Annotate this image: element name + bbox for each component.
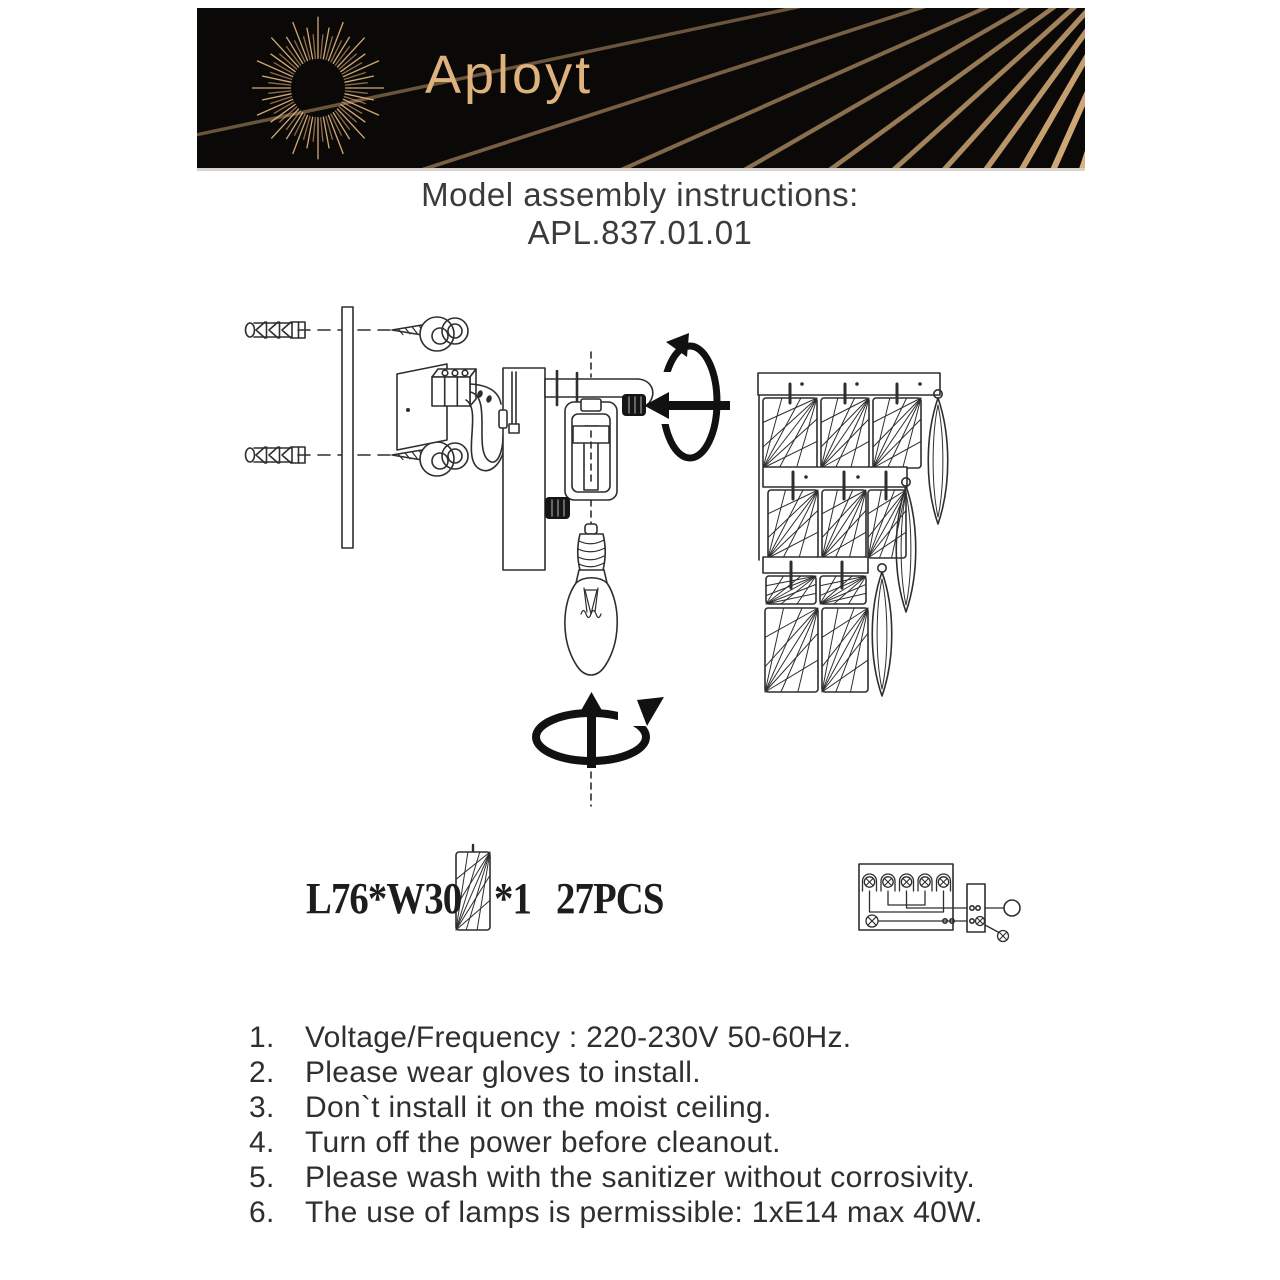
crystal-teardrop-icon bbox=[872, 564, 892, 696]
lamp-symbol-icon bbox=[1004, 900, 1020, 916]
instructions-list bbox=[249, 1020, 983, 1230]
page-title: Model assembly instructions: bbox=[421, 176, 859, 213]
rotate-arrow-icon bbox=[644, 333, 730, 458]
item-text: Turn off the power before cleanout. bbox=[305, 1126, 781, 1159]
item-text: Please wash with the sanitizer without corrosivity. bbox=[305, 1161, 976, 1194]
item-text: The use of lamps is permissible: 1xE14 max 40W. bbox=[305, 1196, 983, 1229]
instruction-item bbox=[249, 1055, 983, 1090]
title-block bbox=[0, 176, 1280, 252]
crystal-shade bbox=[758, 373, 948, 696]
crystal-teardrop-icon bbox=[928, 390, 948, 524]
instruction-item bbox=[249, 1125, 983, 1160]
item-text: Voltage/Frequency : 220-230V 50-60Hz. bbox=[305, 1021, 852, 1054]
instruction-item bbox=[249, 1090, 983, 1125]
item-number: 1. bbox=[249, 1021, 275, 1054]
assembly-diagram bbox=[0, 280, 1280, 960]
rotate-arrow-icon bbox=[536, 692, 664, 768]
terminal-wiring-diagram bbox=[859, 864, 1020, 942]
bracket-knob-icon bbox=[545, 497, 570, 519]
wall-anchor-icon bbox=[246, 322, 306, 463]
decorative-rays-icon bbox=[197, 8, 1085, 168]
item-number: 2. bbox=[249, 1056, 275, 1089]
brand-name: Aployt bbox=[425, 45, 594, 105]
wall-bracket bbox=[499, 368, 545, 570]
item-number: 4. bbox=[249, 1126, 275, 1159]
item-text: Don`t install it on the moist ceiling. bbox=[305, 1091, 772, 1124]
e14-bulb-icon bbox=[565, 524, 617, 675]
instruction-item bbox=[249, 1160, 983, 1195]
crystal-panel-icon bbox=[763, 398, 817, 468]
crystal-panel-icon bbox=[868, 490, 906, 558]
terminal-block bbox=[432, 369, 476, 406]
crystal-panel-icon bbox=[822, 608, 868, 692]
item-number: 5. bbox=[249, 1161, 275, 1194]
item-number: 3. bbox=[249, 1091, 275, 1124]
parts-dimension: L76*W30 bbox=[306, 874, 462, 923]
set-screw-knob-icon bbox=[622, 394, 646, 416]
crystal-panel-icon bbox=[873, 398, 921, 468]
parts-quantity: *1 bbox=[494, 874, 531, 923]
crystal-panel-icon bbox=[765, 608, 818, 692]
parts-pieces: 27PCS bbox=[556, 874, 664, 923]
instruction-item bbox=[249, 1195, 983, 1230]
brand-banner bbox=[197, 8, 1085, 171]
model-number: APL.837.01.01 bbox=[527, 214, 753, 251]
instruction-item bbox=[249, 1020, 983, 1055]
mounting-strip bbox=[342, 307, 353, 548]
crystal-panel-icon bbox=[821, 398, 869, 468]
lamp-socket bbox=[565, 399, 617, 500]
item-number: 6. bbox=[249, 1196, 275, 1229]
item-text: Please wear gloves to install. bbox=[305, 1056, 701, 1089]
